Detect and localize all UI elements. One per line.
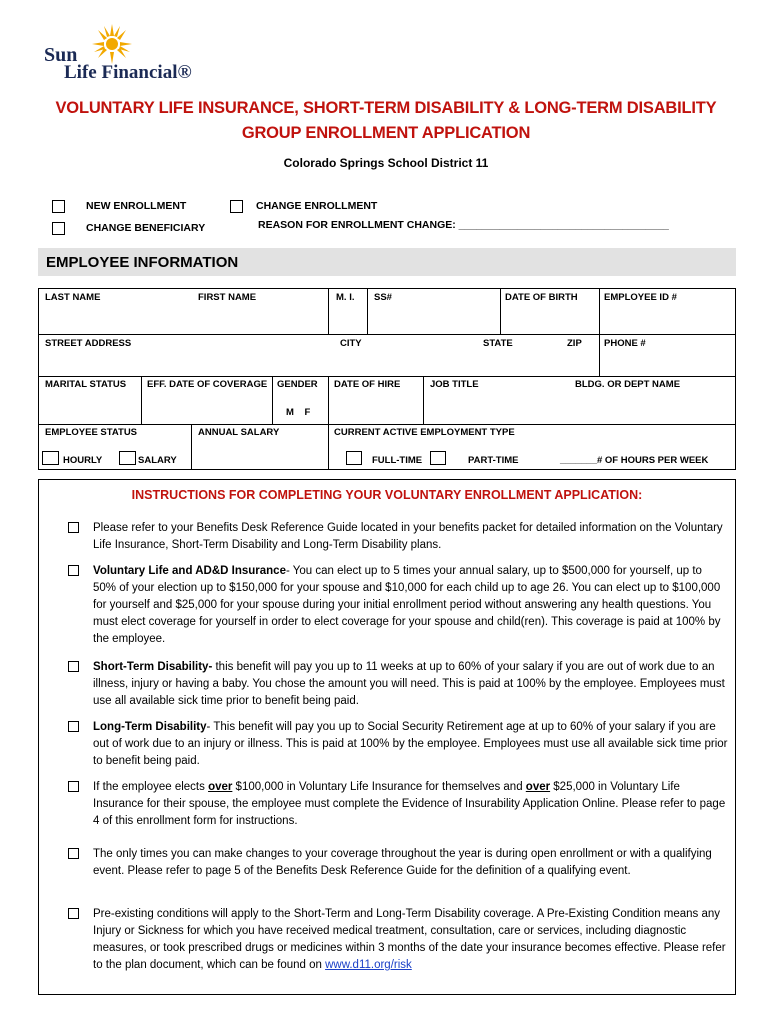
- effective-date-field[interactable]: EFF. DATE OF COVERAGE: [147, 379, 268, 390]
- sun-life-logo: [44, 22, 214, 84]
- annual-salary-field[interactable]: ANNUAL SALARY: [198, 427, 280, 438]
- gender-label: GENDER: [277, 379, 318, 390]
- logo-text-sun: Sun: [44, 44, 78, 66]
- change-enrollment-label: CHANGE ENROLLMENT: [256, 200, 378, 212]
- employee-status-label: EMPLOYEE STATUS: [45, 427, 138, 438]
- list-item: [68, 520, 728, 554]
- instruction-checkbox[interactable]: [68, 661, 79, 672]
- salary-checkbox[interactable]: [119, 451, 136, 465]
- sun-icon: [90, 22, 134, 66]
- employee-id-field[interactable]: EMPLOYEE ID #: [604, 292, 677, 303]
- list-item: [68, 779, 728, 830]
- phone-field[interactable]: PHONE #: [604, 338, 646, 349]
- instruction-text: Long-Term Disability- This benefit will pay you up to Social Security Retirement age at up to 60% of your salary if you are out of work due to an injury or illness. This is paid at 100% by the employee. Employees must use all available sick time prior to benefit being paid.: [93, 721, 728, 767]
- part-time-checkbox[interactable]: [430, 451, 446, 465]
- list-item: [68, 906, 728, 974]
- employee-info-grid: [38, 288, 736, 470]
- part-time-label: PART-TIME: [468, 455, 519, 466]
- list-item: [68, 846, 728, 880]
- date-of-birth-field[interactable]: DATE OF BIRTH: [505, 292, 578, 303]
- date-of-hire-field[interactable]: DATE OF HIRE: [334, 379, 401, 390]
- instruction-checkbox[interactable]: [68, 908, 79, 919]
- state-field[interactable]: STATE: [483, 338, 513, 349]
- form-title-line2: GROUP ENROLLMENT APPLICATION: [241, 124, 531, 142]
- last-name-field[interactable]: LAST NAME: [45, 292, 101, 303]
- district-name: Colorado Springs School District 11: [283, 156, 489, 170]
- instruction-text: Please refer to your Benefits Desk Reference Guide located in your benefits packet for detailed information on the Voluntary Life Insurance, Short-Term Disability and Long-Term Disability plans.: [93, 522, 723, 551]
- new-enrollment-label: NEW ENROLLMENT: [86, 200, 187, 212]
- instruction-text: Short-Term Disability- this benefit will pay you up to 11 weeks at up to 60% of your salary if you are out of work due to an illness, injury or having a baby. You chose the amount you will need. This is paid at 100% by the employee. Employees must use all available sick time prior to benefit being paid.: [93, 661, 725, 707]
- new-enrollment-checkbox[interactable]: [52, 200, 65, 213]
- change-enrollment-checkbox[interactable]: [230, 200, 243, 213]
- list-item: [68, 719, 728, 770]
- street-address-field[interactable]: STREET ADDRESS: [45, 338, 132, 349]
- form-title-line1: VOLUNTARY LIFE INSURANCE, SHORT-TERM DISABILITY & LONG-TERM DISABILITY: [55, 99, 717, 117]
- instruction-text: The only times you can make changes to your coverage throughout the year is during open enrollment or with a qualifying event. Please refer to page 5 of the Benefits Desk Reference Guide for the definition of a qualifying event.: [93, 848, 712, 877]
- hours-per-week-field[interactable]: _______# OF HOURS PER WEEK: [560, 455, 709, 466]
- instruction-checkbox[interactable]: [68, 781, 79, 792]
- instruction-checkbox[interactable]: [68, 565, 79, 576]
- middle-initial-field[interactable]: M. I.: [336, 292, 355, 303]
- instruction-checkbox[interactable]: [68, 522, 79, 533]
- hourly-label: HOURLY: [63, 455, 103, 466]
- employee-info-title: EMPLOYEE INFORMATION: [46, 254, 239, 271]
- instruction-text: Pre-existing conditions will apply to the Short-Term and Long-Term Disability coverage. A Pre-Existing Condition means any Injury or Sickness for which you have received medical treatment, consultation, care or services, including diagnostic measures, or took prescribed drugs or medicines within 3 months of the date your insurance becomes effective. Please refer to the plan document, which can be found on www.d11.org/risk: [93, 908, 726, 971]
- employment-type-label: CURRENT ACTIVE EMPLOYMENT TYPE: [334, 427, 515, 438]
- zip-field[interactable]: ZIP: [567, 338, 582, 349]
- job-title-field[interactable]: JOB TITLE: [430, 379, 479, 390]
- salary-label: SALARY: [138, 455, 177, 466]
- city-field[interactable]: CITY: [340, 338, 362, 349]
- bldg-dept-field[interactable]: BLDG. OR DEPT NAME: [575, 379, 681, 390]
- full-time-checkbox[interactable]: [346, 451, 362, 465]
- ssn-field[interactable]: SS#: [374, 292, 392, 303]
- marital-status-field[interactable]: MARITAL STATUS: [45, 379, 127, 390]
- first-name-field[interactable]: FIRST NAME: [198, 292, 257, 303]
- instruction-checkbox[interactable]: [68, 848, 79, 859]
- hourly-checkbox[interactable]: [42, 451, 59, 465]
- change-beneficiary-label: CHANGE BENEFICIARY: [86, 222, 206, 234]
- gender-options[interactable]: M F: [286, 407, 311, 418]
- change-beneficiary-checkbox[interactable]: [52, 222, 65, 235]
- list-item: [68, 563, 728, 648]
- instruction-text: Voluntary Life and AD&D Insurance- You can elect up to 5 times your annual salary, up to $500,000 for yourself, up to 50% of your election up to $150,000 for your spouse and $10,000 for each child up to age 26. You can elect up to $100,000 for yourself and $25,000 for your spouse during your initial enrollment period without answering any health questions. You must elect coverage for yourself in order to elect coverage for your spouse and child(ren). This coverage is paid at 100% by the employee.: [93, 565, 721, 645]
- risk-plan-link[interactable]: www.d11.org/risk: [325, 959, 412, 971]
- instruction-checkbox[interactable]: [68, 721, 79, 732]
- list-item: [68, 659, 728, 710]
- instructions-title: INSTRUCTIONS FOR COMPLETING YOUR VOLUNTARY ENROLLMENT APPLICATION:: [131, 488, 643, 502]
- reason-for-change-field[interactable]: REASON FOR ENROLLMENT CHANGE: ____________________________________: [258, 219, 669, 231]
- logo-text-life-financial: Life Financial®: [64, 62, 192, 83]
- full-time-label: FULL-TIME: [372, 455, 423, 466]
- instruction-text: If the employee elects over $100,000 in Voluntary Life Insurance for themselves and over $25,000 in Voluntary Life Insurance for their spouse, the employee must complete the Evidence of Insurability Application Online. Please refer to page 4 of this enrollment form for instructions.: [93, 781, 726, 827]
